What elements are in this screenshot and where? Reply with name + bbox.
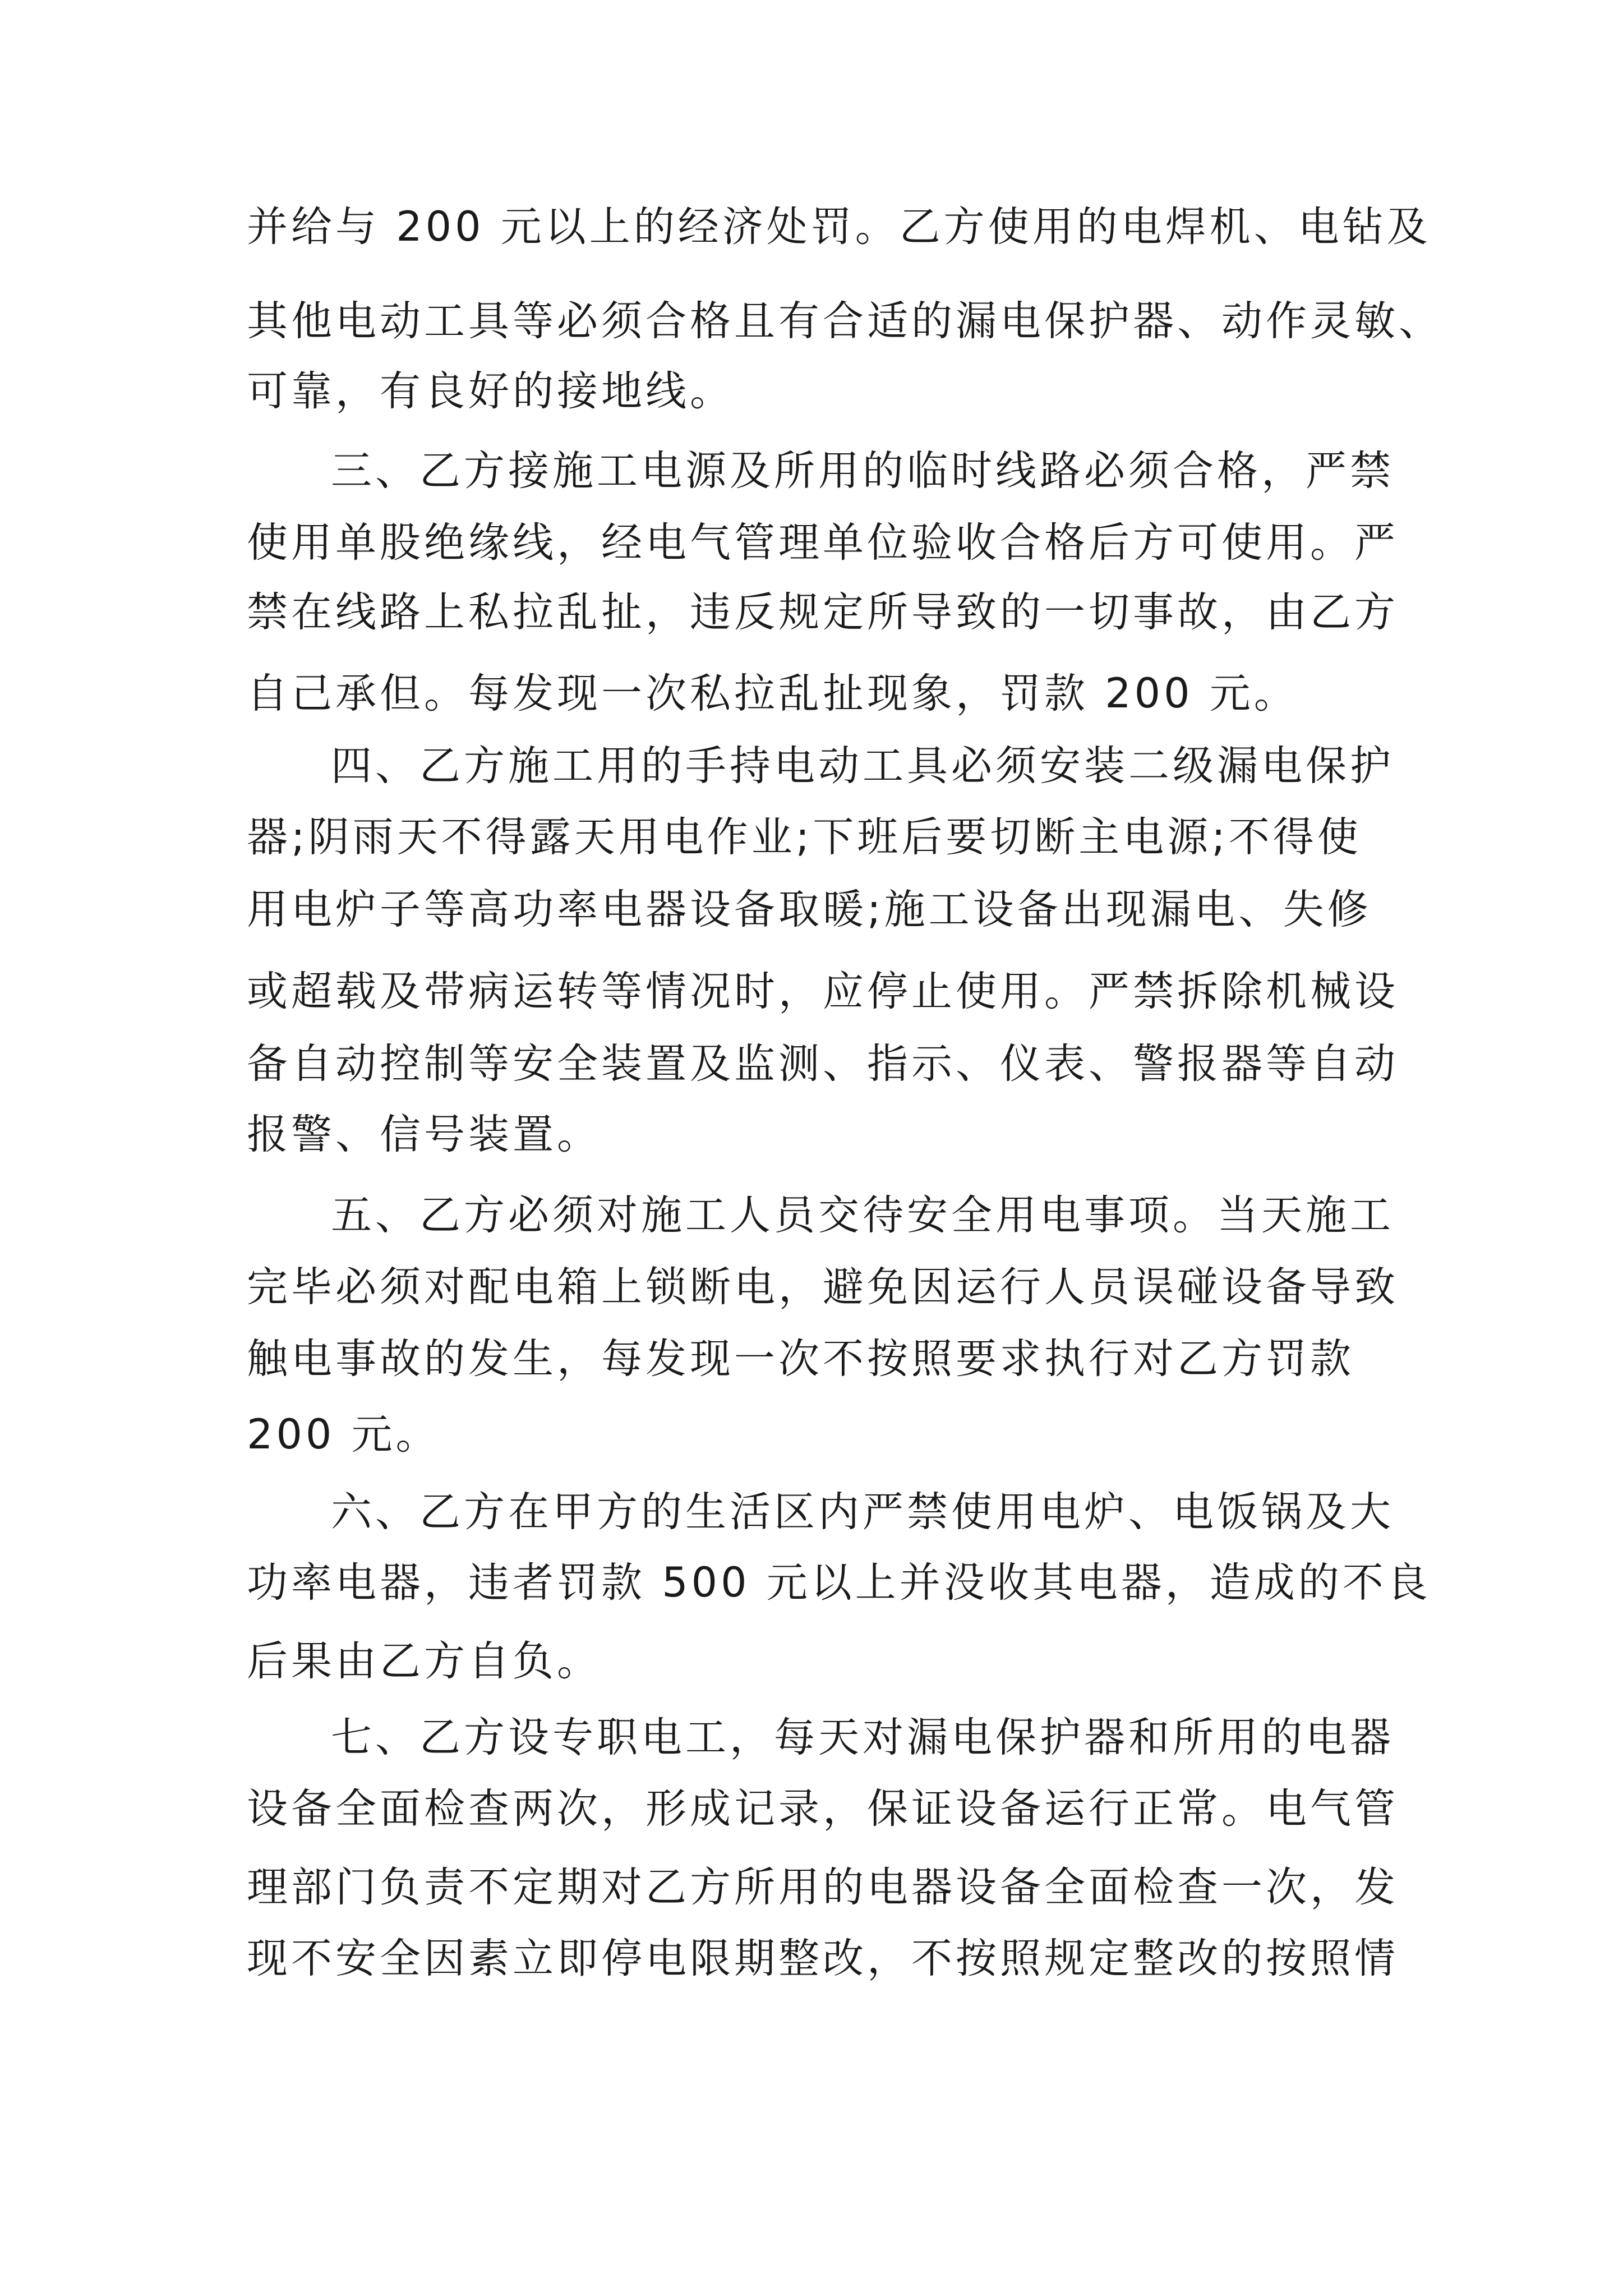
paragraph-4-start: 四、乙方施工用的手持电动工具必须安装二级漏电保护 [331,742,1394,790]
text-line: 并给与 200 元以上的经济处罚。乙方使用的电焊机、电钻及 [247,203,1431,251]
text-line: 功率电器，违者罚款 500 元以上并没收其电器，造成的不良 [247,1559,1431,1607]
text-line: 禁在线路上私拉乱扯，违反规定所导致的一切事故，由乙方 [247,588,1399,636]
text-line: 可靠，有良好的接地线。 [247,367,734,415]
paragraph-5-start: 五、乙方必须对施工人员交待安全用电事项。当天施工 [331,1191,1394,1239]
text-line: 现不安全因素立即停电限期整改，不按照规定整改的按照情 [247,1935,1399,1982]
text-line: 自己承但。每发现一次私拉乱扯现象，罚款 200 元。 [247,670,1298,717]
text-line: 设备全面检查两次，形成记录，保证设备运行正常。电气管 [247,1785,1399,1833]
text-line: 报警、信号装置。 [247,1111,601,1158]
text-line: 或超载及带病运转等情况时，应停止使用。严禁拆除机械设 [247,968,1399,1015]
text-line: 200 元。 [247,1411,440,1458]
text-line: 后果由乙方自负。 [247,1637,601,1685]
text-line: 其他电动工具等必须合格且有合适的漏电保护器、动作灵敏、 [247,297,1443,345]
paragraph-3-start: 三、乙方接施工电源及所用的临时线路必须合格，严禁 [331,447,1394,495]
text-line: 器;阴雨天不得露天用电作业;下班后要切断主电源;不得使 [247,813,1362,861]
text-line: 备自动控制等安全装置及监测、指示、仪表、警报器等自动 [247,1040,1399,1088]
paragraph-6-start: 六、乙方在甲方的生活区内严禁使用电炉、电饭锅及大 [331,1488,1394,1536]
text-line: 完毕必须对配电箱上锁断电，避免因运行人员误碰设备导致 [247,1263,1399,1311]
text-line: 理部门负责不定期对乙方所用的电器设备全面检查一次，发 [247,1864,1399,1911]
text-line: 使用单股绝缘线，经电气管理单位验收合格后方可使用。严 [247,519,1399,567]
text-line: 用电炉子等高功率电器设备取暖;施工设备出现漏电、失修 [247,886,1372,933]
text-line: 触电事故的发生，每发现一次不按照要求执行对乙方罚款 [247,1335,1354,1383]
paragraph-7-start: 七、乙方设专职电工，每天对漏电保护器和所用的电器 [331,1714,1394,1761]
